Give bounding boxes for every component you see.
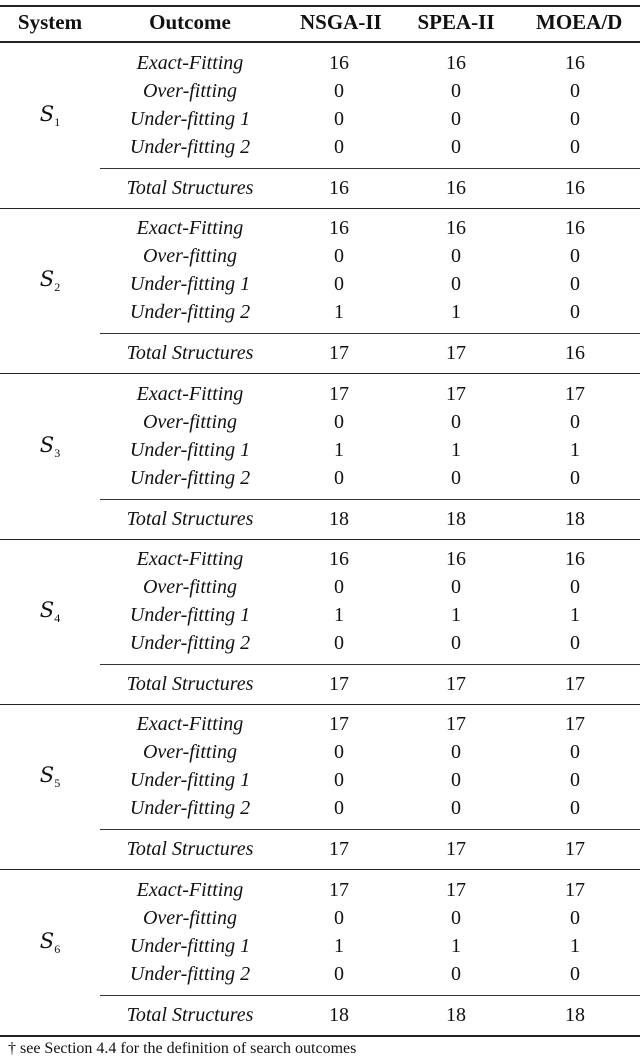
system-block [0, 540, 640, 705]
table-row [0, 573, 640, 601]
moead-total: 17 [565, 673, 585, 695]
table-row [0, 960, 640, 988]
total-label: Total Structures [126, 508, 254, 530]
table-row [0, 601, 640, 629]
table-header [0, 7, 640, 39]
table-row [0, 436, 640, 464]
moead-total: 16 [565, 177, 585, 199]
outcome-label: Over-fitting [142, 411, 238, 433]
nsga2-value: 16 [329, 548, 349, 570]
nsga2-value: 1 [334, 301, 344, 323]
spea2-value: 16 [446, 52, 466, 74]
nsga2-value: 1 [334, 604, 344, 626]
table-row [0, 270, 640, 298]
nsga2-value: 0 [334, 467, 344, 489]
subtotal-rule [100, 664, 640, 665]
spea2-value: 0 [451, 273, 461, 295]
spea2-value: 0 [451, 411, 461, 433]
spea2-value: 17 [446, 713, 466, 735]
nsga2-value: 17 [329, 713, 349, 735]
moead-value: 0 [570, 301, 580, 323]
outcome-label: Under-fitting 2 [129, 797, 251, 819]
spea2-value: 0 [451, 797, 461, 819]
nsga2-total: 17 [329, 838, 349, 860]
table-row [0, 380, 640, 408]
bottom-rule [0, 1035, 640, 1037]
spea2-value: 1 [451, 301, 461, 323]
nsga2-value: 0 [334, 963, 344, 985]
table-row [0, 105, 640, 133]
moead-value: 0 [570, 136, 580, 158]
header-moead: MOEA/D [536, 10, 623, 34]
system-block [0, 871, 640, 1036]
nsga2-value: 0 [334, 632, 344, 654]
moead-value: 16 [565, 217, 585, 239]
moead-total: 17 [565, 838, 585, 860]
outcome-label: Over-fitting [142, 576, 238, 598]
spea2-value: 16 [446, 548, 466, 570]
outcome-label: Under-fitting 2 [129, 963, 251, 985]
moead-value: 0 [570, 467, 580, 489]
moead-value: 1 [570, 935, 580, 957]
nsga2-value: 0 [334, 108, 344, 130]
table-row [0, 794, 640, 822]
moead-value: 0 [570, 80, 580, 102]
nsga2-value: 1 [334, 935, 344, 957]
outcome-label: Under-fitting 2 [129, 136, 251, 158]
header-spea2: SPEA-II [417, 10, 495, 34]
nsga2-total: 17 [329, 673, 349, 695]
system-symbol: S [39, 598, 55, 622]
nsga2-value: 0 [334, 769, 344, 791]
system-subscript: 2 [54, 280, 61, 295]
spea2-total: 18 [446, 508, 466, 530]
outcome-label: Exact-Fitting [136, 52, 244, 74]
moead-value: 0 [570, 245, 580, 267]
spea2-value: 0 [451, 769, 461, 791]
spea2-total: 18 [446, 1004, 466, 1026]
system-symbol: S [39, 267, 55, 291]
system-subscript: 1 [54, 115, 61, 130]
nsga2-total: 17 [329, 342, 349, 364]
spea2-total: 17 [446, 838, 466, 860]
outcome-label: Exact-Fitting [136, 548, 244, 570]
nsga2-value: 16 [329, 217, 349, 239]
block-rule [0, 373, 640, 374]
outcome-label: Under-fitting 1 [129, 769, 251, 791]
total-row [0, 670, 640, 698]
footnote: † see Section 4.4 for the definition of search outcomes [8, 1040, 357, 1057]
subtotal-rule [100, 829, 640, 830]
table-row [0, 214, 640, 242]
spea2-value: 0 [451, 907, 461, 929]
total-label: Total Structures [126, 177, 254, 199]
moead-value: 0 [570, 741, 580, 763]
spea2-value: 0 [451, 108, 461, 130]
system-block [0, 375, 640, 540]
system-block [0, 209, 640, 374]
table-row [0, 464, 640, 492]
spea2-value: 0 [451, 632, 461, 654]
nsga2-value: 17 [329, 383, 349, 405]
moead-value: 17 [565, 383, 585, 405]
nsga2-total: 18 [329, 1004, 349, 1026]
table-row [0, 242, 640, 270]
spea2-total: 17 [446, 342, 466, 364]
table-row [0, 629, 640, 657]
outcome-label: Exact-Fitting [136, 217, 244, 239]
moead-total: 18 [565, 508, 585, 530]
outcome-label: Exact-Fitting [136, 879, 244, 901]
table-row [0, 49, 640, 77]
outcome-label: Over-fitting [142, 245, 238, 267]
moead-value: 0 [570, 797, 580, 819]
total-row [0, 339, 640, 367]
system-block [0, 705, 640, 870]
spea2-value: 17 [446, 383, 466, 405]
table-row [0, 766, 640, 794]
outcome-label: Over-fitting [142, 741, 238, 763]
table-row [0, 932, 640, 960]
nsga2-value: 16 [329, 52, 349, 74]
total-label: Total Structures [126, 342, 254, 364]
moead-value: 0 [570, 576, 580, 598]
table-row [0, 298, 640, 326]
outcome-label: Over-fitting [142, 80, 238, 102]
system-block [0, 44, 640, 209]
moead-value: 17 [565, 713, 585, 735]
system-subscript: 4 [54, 611, 61, 626]
moead-total: 18 [565, 1004, 585, 1026]
nsga2-value: 0 [334, 80, 344, 102]
nsga2-total: 18 [329, 508, 349, 530]
header-outcome: Outcome [149, 10, 231, 34]
spea2-value: 1 [451, 604, 461, 626]
spea2-value: 0 [451, 963, 461, 985]
spea2-value: 0 [451, 245, 461, 267]
system-subscript: 6 [54, 942, 61, 957]
nsga2-value: 1 [334, 439, 344, 461]
subtotal-rule [100, 995, 640, 996]
nsga2-value: 0 [334, 411, 344, 433]
outcome-label: Under-fitting 1 [129, 439, 251, 461]
system-symbol: S [39, 929, 55, 953]
outcome-label: Under-fitting 2 [129, 632, 251, 654]
total-label: Total Structures [126, 838, 254, 860]
total-label: Total Structures [126, 1004, 254, 1026]
system-symbol: S [39, 433, 55, 457]
outcome-label: Exact-Fitting [136, 713, 244, 735]
system-subscript: 3 [54, 446, 61, 461]
spea2-total: 17 [446, 673, 466, 695]
spea2-value: 0 [451, 467, 461, 489]
moead-value: 16 [565, 52, 585, 74]
outcome-label: Under-fitting 1 [129, 604, 251, 626]
nsga2-value: 0 [334, 245, 344, 267]
moead-total: 16 [565, 342, 585, 364]
outcome-label: Under-fitting 1 [129, 108, 251, 130]
moead-value: 0 [570, 769, 580, 791]
table-row [0, 904, 640, 932]
nsga2-value: 17 [329, 879, 349, 901]
table-row [0, 710, 640, 738]
moead-value: 0 [570, 632, 580, 654]
spea2-total: 16 [446, 177, 466, 199]
spea2-value: 0 [451, 80, 461, 102]
system-symbol: S [39, 763, 55, 787]
system-subscript: 5 [54, 776, 61, 791]
nsga2-value: 0 [334, 797, 344, 819]
spea2-value: 1 [451, 439, 461, 461]
nsga2-value: 0 [334, 907, 344, 929]
nsga2-value: 0 [334, 136, 344, 158]
outcome-label: Under-fitting 2 [129, 467, 251, 489]
total-row [0, 505, 640, 533]
table-row [0, 77, 640, 105]
header-rule [0, 41, 640, 43]
nsga2-value: 0 [334, 273, 344, 295]
table-row [0, 133, 640, 161]
outcome-label: Under-fitting 2 [129, 301, 251, 323]
moead-value: 17 [565, 879, 585, 901]
nsga2-value: 0 [334, 576, 344, 598]
total-row [0, 174, 640, 202]
spea2-value: 0 [451, 741, 461, 763]
header-nsga2: NSGA-II [300, 10, 382, 34]
table-row [0, 408, 640, 436]
outcome-label: Over-fitting [142, 907, 238, 929]
subtotal-rule [100, 168, 640, 169]
table-row [0, 545, 640, 573]
moead-value: 1 [570, 604, 580, 626]
moead-value: 0 [570, 411, 580, 433]
moead-value: 1 [570, 439, 580, 461]
moead-value: 0 [570, 108, 580, 130]
subtotal-rule [100, 499, 640, 500]
nsga2-total: 16 [329, 177, 349, 199]
header-system: System [17, 10, 83, 34]
spea2-value: 17 [446, 879, 466, 901]
block-rule [0, 869, 640, 870]
spea2-value: 0 [451, 576, 461, 598]
table-row [0, 876, 640, 904]
spea2-value: 0 [451, 136, 461, 158]
spea2-value: 16 [446, 217, 466, 239]
moead-value: 16 [565, 548, 585, 570]
total-row [0, 835, 640, 863]
total-row [0, 1001, 640, 1029]
moead-value: 0 [570, 907, 580, 929]
moead-value: 0 [570, 963, 580, 985]
nsga2-value: 0 [334, 741, 344, 763]
system-symbol: S [39, 102, 55, 126]
spea2-value: 1 [451, 935, 461, 957]
outcome-label: Exact-Fitting [136, 383, 244, 405]
total-label: Total Structures [126, 673, 254, 695]
outcome-label: Under-fitting 1 [129, 935, 251, 957]
table-row [0, 738, 640, 766]
outcome-label: Under-fitting 1 [129, 273, 251, 295]
subtotal-rule [100, 333, 640, 334]
moead-value: 0 [570, 273, 580, 295]
